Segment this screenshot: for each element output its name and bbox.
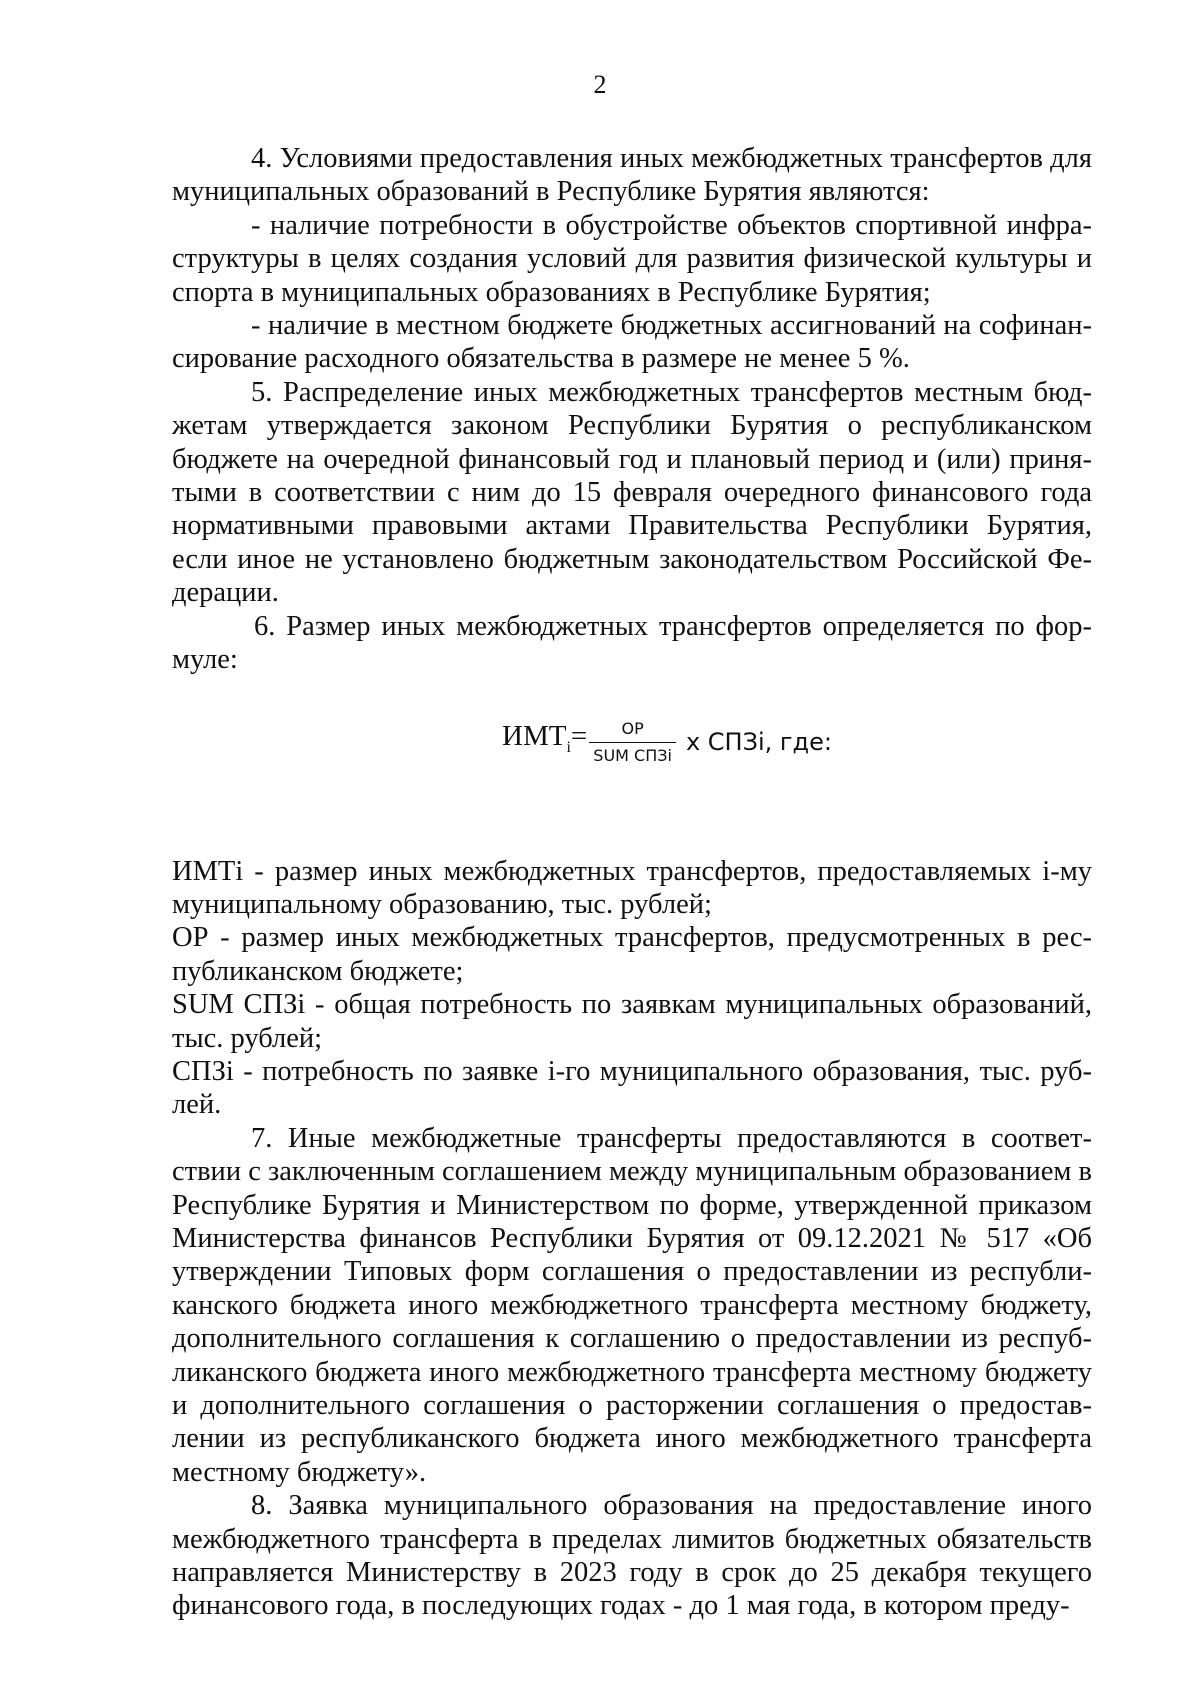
paragraph-5: 5. Распределение иных межбюджетных трансфертов местным бюджетам утверждается законом Республики Бурятия о республиканском бюджете на очередной финансовый год и плановый период и (или) принятыми в соответствии с ним до 15 февраля очередного финансового года нормативными правовыми актами Правительства Республики Бурятия, если иное не установлено бюджетным законодательством Российской Федерации. — [172, 376, 1092, 609]
page-number: 2 — [593, 70, 607, 99]
definition-op: ОР - размер иных межбюджетных трансфертов, предусмотренных в республиканском бюджете; — [172, 922, 1092, 987]
formula — [172, 713, 1092, 773]
definition-imt: ИМТi - размер иных межбюджетных трансфертов, предоставляемых i-му муниципальному образованию, тыс. рублей; — [172, 855, 1092, 920]
paragraph-6: 6. Размер иных межбюджетных трансфертов определяется по формуле: — [172, 610, 1092, 676]
formula-numerator: ОР — [621, 719, 644, 738]
formula-lhs-symbol: ИМТ — [502, 720, 567, 753]
formula-lhs-subscript: i — [566, 739, 571, 757]
formula-denominator: SUM СПЗi — [593, 746, 672, 765]
paragraph-4-item-1: - наличие потребности в обустройстве объектов спортивной инфраструктуры в целях создания условий для развития физической культуры и спорта в муниципальных образованиях в Республике Бурятия; — [172, 209, 1092, 308]
paragraph-8: 8. Заявка муниципального образования на предоставление иного межбюджетного трансферта в пределах лимитов бюджетных обязательств направляется Министерству в 2023 году в срок до 25 декабря текущего финансового года, в последующих годах - до 1 мая года, в котором преду- — [172, 1490, 1092, 1622]
paragraph-7: 7. Иные межбюджетные трансферты предоставляются в соответствии с заключенным соглашением между муниципальным образованием в Республике Бурятия и Министерством по форме, утвержденной приказом Министерства финансов Республики Бурятия от 09.12.2021 № 517 «Об утверждении Типовых форм соглашения о предоставлении из республиканского бюджета иного межбюджетного трансферта местному бюджету, дополнительного соглашения к соглашению о предоставлении из республиканского бюджета иного межбюджетного трансферта местному бюджету и дополнительного соглашения о расторжении соглашения о предоставлении из республиканского бюджета иного межбюджетного трансферта местному бюджету». — [172, 1122, 1092, 1488]
definition-spz: СПЗi - потребность по заявке i-го муниципального образования, тыс. рублей. — [172, 1055, 1092, 1121]
paragraph-4-item-2: - наличие в местном бюджете бюджетных ассигнований на софинансирование расходного обязательства в размере не менее 5 %. — [172, 310, 1092, 375]
formula-lhs — [502, 720, 587, 764]
formula-equals: = — [570, 720, 588, 753]
formula-fraction — [589, 719, 676, 766]
paragraph-4-intro: 4. Условиями предоставления иных межбюджетных трансфертов для муниципальных образований в Республике Бурятия являются: — [172, 143, 1092, 208]
definition-sum-spz: SUM СПЗi - общая потребность по заявкам муниципальных образований, тыс. рублей; — [172, 989, 1092, 1054]
formula-rhs: х СПЗi, где: — [685, 727, 832, 756]
document-body — [172, 142, 1092, 1623]
